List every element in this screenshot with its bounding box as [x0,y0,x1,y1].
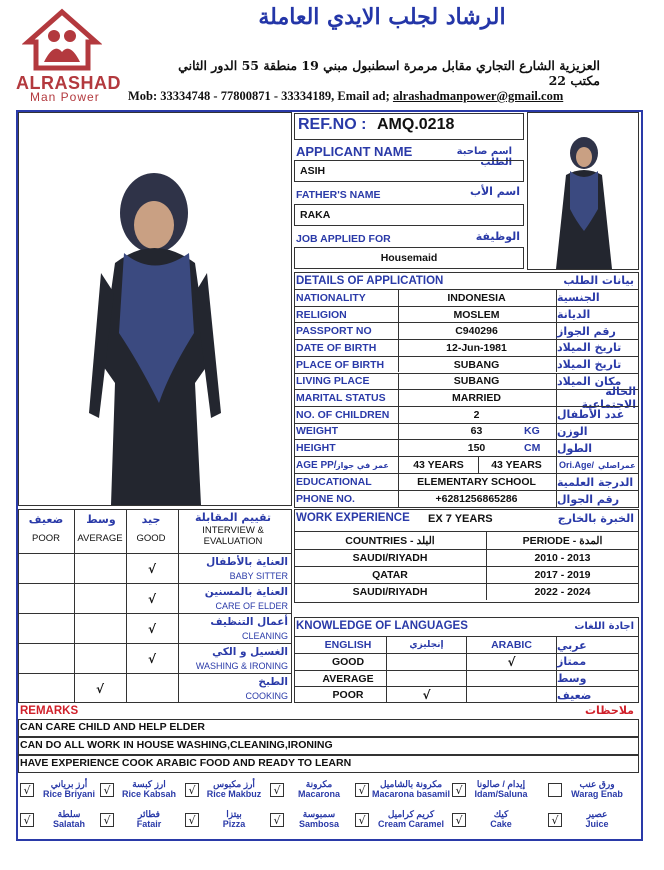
education-label: EDUCATIONAL [296,476,372,488]
food-checkbox[interactable]: √ [185,813,199,827]
experience-row [294,549,638,566]
person-small-icon [528,113,638,269]
language-level-ar: ضعيف [556,687,636,703]
language-level: AVERAGE [322,672,374,685]
food-label-en: Juice [585,819,609,829]
food-label-ar: أرز مكبوس [213,779,255,789]
food-label-ar: مكرونة [305,779,333,789]
detail-value: MOSLEM [398,307,554,323]
contact-line [128,89,642,104]
ori-age-label-ar: عمراصلي [598,460,636,470]
arabic-check[interactable] [466,687,556,703]
food-checkbox[interactable] [548,783,562,797]
food-label-ar: كيك [493,809,509,819]
skill-good-check[interactable]: √ [147,592,156,606]
detail-label-ar: الحالة الاجتماعية [556,390,636,406]
skill-good-check[interactable]: √ [147,652,156,666]
food-label-en: Macarona [297,789,341,799]
detail-label: LIVING PLACE [296,375,370,388]
poor-header: POOR [32,533,60,544]
food-checkbox[interactable]: √ [100,783,114,797]
detail-label-ar: الجنسية [556,290,636,306]
good-header: GOOD [136,533,166,544]
detail-label-ar: مكان الميلاد [556,374,636,390]
detail-label-ar: الديانة [556,307,636,323]
logo-name: ALRASHAD [16,73,121,93]
skill-label-ar: الطبخ [258,676,288,688]
skill-label: COOKING [245,691,288,701]
food-label-ar: ارز كبسة [132,779,166,789]
detail-label: RELIGION [296,308,347,321]
food-checkbox[interactable]: √ [355,783,369,797]
remark-text: HAVE EXPERIENCE COOK ARABIC FOOD AND READY TO LEARN [20,757,352,769]
education-value: ELEMENTARY SCHOOL [398,474,554,490]
age-ori-value: 43 YEARS [478,457,554,473]
phone-value: +6281256865286 [398,491,554,507]
arabic-check[interactable]: √ [466,654,556,670]
experience-title-ar: الخبرة بالخارج [557,512,634,525]
food-checkbox[interactable]: √ [452,783,466,797]
logo-subtitle: Man Power [30,90,100,104]
food-checkbox[interactable]: √ [270,783,284,797]
food-label-en: Pizza [222,819,246,829]
food-label-en: Sambosa [298,819,340,829]
father-value: RAKA [300,209,331,221]
detail-value: 12-Jun-1981 [398,340,554,356]
father-label: FATHER'S NAME [296,189,381,201]
skill-good-check[interactable]: √ [147,622,156,636]
email-link[interactable]: alrashadmanpower@gmail.com [392,89,564,103]
experience-period: 2017 - 2019 [486,567,638,583]
languages-title: KNOWLEDGE OF LANGUAGES [296,620,468,632]
detail-label: MARITAL STATUS [296,392,386,405]
experience-value: EX 7 YEARS [428,513,493,525]
detail-value: INDONESIA [398,290,554,306]
small-photo [527,112,639,270]
detail-row [294,306,638,323]
phone-label: PHONE NO. [296,493,355,505]
food-label-en: Salatah [52,819,85,829]
education-label-ar: الدرجة العلمية [556,474,636,490]
english-check[interactable]: √ [386,687,466,703]
experience-country: SAUDI/RIYADH [352,552,428,564]
food-checkbox[interactable]: √ [548,813,562,827]
skill-label-ar: الغسيل و الكي [212,646,288,658]
detail-value: 63 [398,424,554,440]
food-checkbox[interactable]: √ [185,783,199,797]
experience-period: 2010 - 2013 [486,550,638,566]
detail-label-ar: الطول [556,440,636,456]
applicant-box [294,160,524,182]
detail-value: C940296 [398,323,554,339]
detail-unit: KG [524,425,540,438]
logo-house-icon [22,8,102,72]
detail-value: SUBANG [398,374,554,390]
average-header-ar: وسط [86,513,116,526]
skill-good-check[interactable]: √ [147,562,156,576]
food-label-ar: ورق عنب [579,779,615,789]
countries-header: COUNTRIES - البلد [345,534,435,547]
food-label-ar: بيتزا [226,809,242,819]
english-check[interactable] [386,654,466,670]
skill-row [18,583,292,613]
experience-period: 2022 - 2024 [486,584,638,600]
skill-row [18,553,292,583]
ref-value: AMQ.0218 [377,116,455,133]
languages-title-ar: اجادة اللغات [574,621,634,632]
food-label [371,779,451,799]
food-label-en: Rice Briyani [42,789,96,799]
detail-label: NO. OF CHILDREN [296,408,390,421]
detail-row [294,423,638,440]
food-label-ar: إيدام / صالونا [476,779,526,789]
remark-text: CAN CARE CHILD AND HELP ELDER [20,721,205,733]
food-label-en: Cake [490,819,512,829]
food-label [286,779,352,799]
experience-row [294,566,638,583]
detail-row [294,406,638,423]
evaluation-header-ar: تقييم المقابلة [194,511,272,524]
food-label-en: Rice Makbuz [206,789,262,799]
detail-label-ar: الوزن [556,424,636,440]
food-checkbox[interactable]: √ [270,813,284,827]
detail-label-ar: عدد الأطفال [556,407,636,423]
arabic-header-ar: عربي [556,637,636,653]
skills-divider [126,509,127,703]
detail-value: SUBANG [398,357,554,373]
food-label [564,809,630,829]
skill-row [18,613,292,643]
skills-divider [74,509,75,703]
detail-label: PLACE OF BIRTH [296,358,385,371]
language-level: GOOD [331,655,365,668]
remarks-title: REMARKS [20,705,79,717]
phone-row [294,490,638,507]
language-row [294,653,638,670]
skill-row [18,673,292,703]
detail-row [294,439,638,456]
average-header: AVERAGE [77,533,123,544]
detail-label-ar: رقم الجواز [556,323,636,339]
ori-age-label: Ori.Age/ [556,457,594,473]
food-label [468,779,534,799]
food-label-ar: كريم كراميل [387,809,435,819]
job-label-ar: الوظيفة [475,230,520,243]
detail-row [294,289,638,306]
skill-label: BABY SITTER [229,571,288,581]
food-label [36,779,102,799]
language-level-ar: وسط [556,671,636,687]
education-row [294,473,638,490]
food-label [116,809,182,829]
english-header: ENGLISH [324,639,372,651]
ref-label: REF.NO : [298,116,367,133]
evaluation-header: INTERVIEW & EVALUATION [202,525,264,547]
details-title: DETAILS OF APPLICATION [296,275,444,287]
food-label [201,779,267,799]
contact-phones: Mob: 33334748 - 77800871 - 33334189, Email ad; [128,89,393,103]
skill-label-ar: أعمال التنظيف [210,616,288,628]
skills-divider [178,509,179,703]
detail-label-ar: تاريخ الميلاد [556,357,636,373]
detail-label-ar: تاريخ الميلاد [556,340,636,356]
experience-title: WORK EXPERIENCE [296,512,410,524]
applicant-label: APPLICANT NAME [296,144,413,159]
experience-header-row [294,531,638,549]
age-pp-value: 43 YEARS [398,457,478,473]
language-level: POOR [332,689,364,702]
company-title: الرشاد لجلب الايدي العاملة [258,4,506,30]
food-checkbox[interactable]: √ [452,813,466,827]
food-label-en: Idam/Saluna [474,789,528,799]
phone-label-ar: رقم الجوال [556,491,636,507]
food-label [468,809,534,829]
good-header-ar: جيد [141,513,161,526]
food-label-ar: سمبوسة [302,809,336,819]
detail-row [294,356,638,373]
food-label [116,779,182,799]
applicant-value: ASIH [300,165,326,177]
experience-country: SAUDI/RIYADH [352,586,428,598]
food-label-ar: عصير [586,809,608,819]
skill-average-check[interactable]: √ [95,682,104,696]
detail-row [294,385,638,412]
full-photo [18,112,292,506]
food-label-ar: مكرونة بالشاميل [379,779,443,789]
arabic-header: ARABIC [466,637,556,653]
skill-label: CARE OF ELDER [215,601,288,611]
arabic-check[interactable] [466,671,556,687]
person-figure-icon [19,113,291,505]
detail-label: DATE OF BIRTH [296,341,377,354]
food-label-en: Warag Enab [571,789,623,799]
age-label: AGE PP/ [296,459,337,471]
detail-value: 150 [398,440,554,456]
detail-row [294,322,638,339]
food-label [36,809,102,829]
food-label-ar: فطائر [138,809,160,819]
logo [22,8,102,72]
job-label: JOB APPLIED FOR [296,233,391,245]
food-label-ar: أرز برياني [50,779,88,789]
skill-label-ar: العناية بالمسنين [204,586,288,598]
period-header: PERIODE - المدة [486,532,638,549]
food-checkbox[interactable]: √ [355,813,369,827]
english-check[interactable] [386,671,466,687]
age-row [294,456,638,473]
company-address: العزيزية الشارع التجاري مقابل مرمرة اسطنبول مبني 19 منطقة 55 الدور الثاني مكتب 22 [178,58,600,88]
skill-label: WASHING & IRONING [195,661,288,671]
food-label [201,809,267,829]
remarks-title-ar: ملاحظات [585,704,634,717]
skills-header [18,509,292,553]
detail-label: PASSPORT NO [296,325,372,338]
food-label [564,779,630,799]
food-label-ar: سلطة [57,809,81,819]
remark-text: CAN DO ALL WORK IN HOUSE WASHING,CLEANING,IRONING [20,739,333,751]
food-label-en: Fatair [136,819,162,829]
poor-header-ar: ضعيف [28,513,64,526]
food-checkbox[interactable]: √ [20,813,34,827]
age-label-ar: عمر في جواز [336,460,389,470]
language-row [294,670,638,687]
food-label-en: Cream Caramel [377,819,445,829]
detail-unit: CM [524,442,541,455]
detail-value: MARRIED [398,390,554,406]
applicant-label-ar: اسم صاحبة الطلب [456,146,512,168]
food-checkbox[interactable]: √ [100,813,114,827]
food-label [286,809,352,829]
language-level-ar: ممتاز [556,654,636,670]
experience-row [294,583,638,600]
skill-label: CLEANING [241,631,288,641]
english-header-ar: إنجليزي [386,637,466,653]
job-value: Housemaid [380,252,438,264]
detail-label: NATIONALITY [296,291,366,304]
languages-header-row [294,636,638,653]
father-label-ar: اسم الأب [469,185,520,198]
language-row [294,686,638,703]
detail-row [294,339,638,356]
detail-value: 2 [398,407,554,423]
skill-label-ar: العناية بالأطفال [206,556,288,568]
experience-country: QATAR [372,569,408,581]
food-checkbox[interactable]: √ [20,783,34,797]
detail-label: WEIGHT [296,425,338,438]
detail-label: HEIGHT [296,442,336,455]
food-label-en: Rice Kabsah [121,789,177,799]
food-label [371,809,451,829]
details-title-ar: بيانات الطلب [563,274,634,287]
skill-row [18,643,292,673]
food-label-en: Macarona basamil [371,789,451,799]
